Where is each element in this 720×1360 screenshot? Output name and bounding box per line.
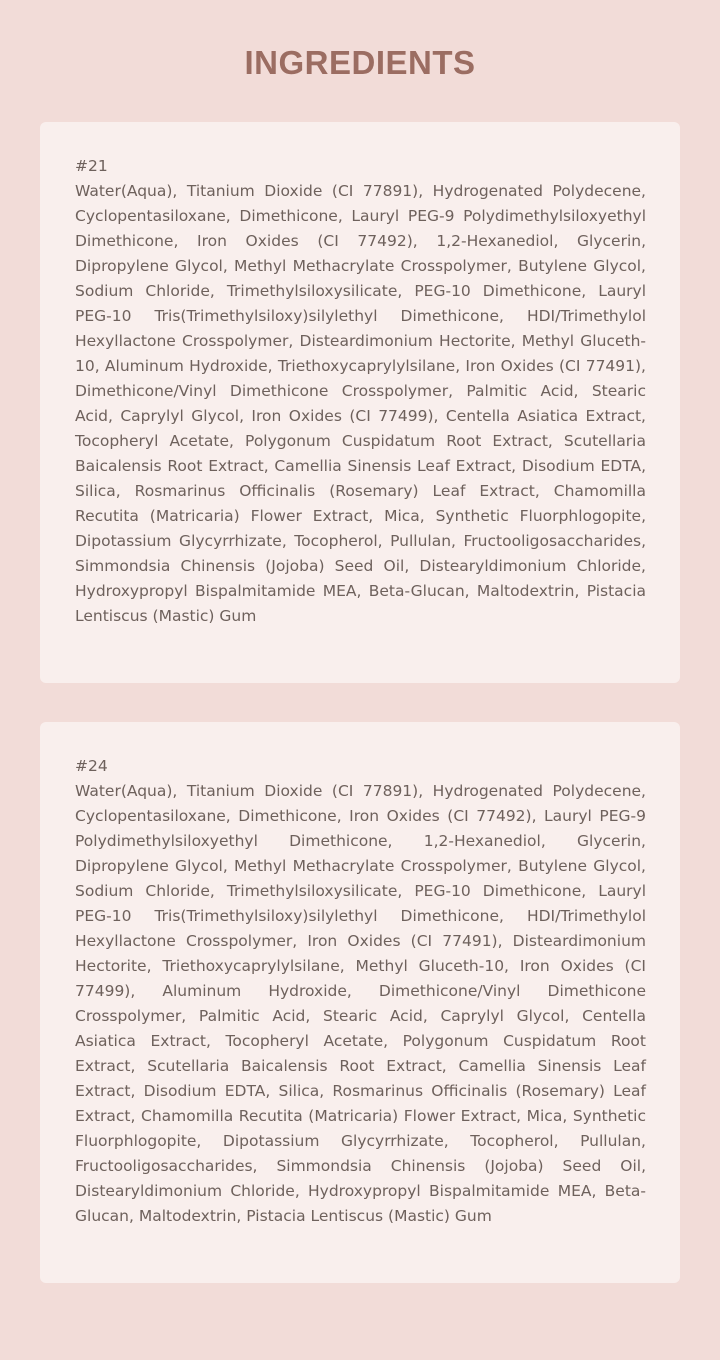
ingredient-card-24: [40, 722, 680, 1283]
ingredient-list: Water(Aqua), Titanium Dioxide (CI 77891), Hydrogenated Polydecene, Cyclopentasiloxane, Dimethicone, Iron Oxides (CI 77492), Lauryl PEG-9 Polydimethylsiloxyethyl Dimethicone, 1,2-Hexanediol, Glycerin, Dipropylene Glycol, Methyl Methacrylate Crosspolymer, Butylene Glycol, Sodium Chloride, Trimethylsiloxysilicate, PEG-10 Dimethicone, Lauryl PEG-10 Tris(Trimethylsiloxy)silylethyl Dimethicone, HDI/Trimethylol Hexyllactone Crosspolymer, Iron Oxides (CI 77491), Disteardimonium Hectorite, Triethoxycaprylylsilane, Methyl Gluceth-10, Iron Oxides (CI 77499), Aluminum Hydroxide, Dimethicone/Vinyl Dimethicone Crosspolymer, Palmitic Acid, Stearic Acid, Caprylyl Glycol, Centella Asiatica Extract, Tocopheryl Acetate, Polygonum Cuspidatum Root Extract, Scutellaria Baicalensis Root Extract, Camellia Sinensis Leaf Extract, Disodium EDTA, Silica, Rosmarinus Officinalis (Rosemary) Leaf Extract, Chamomilla Recutita (Matricaria) Flower Extract, Mica, Synthetic Fluorphlogopite, Dipotassium Glycyrrhizate, Tocopherol, Pullulan, Fructooligosaccharides, Simmondsia Chinensis (Jojoba) Seed Oil, Distearyldimonium Chloride, Hydroxypropyl Bispalmitamide MEA, Beta-Glucan, Maltodextrin, Pistacia Lentiscus (Mastic) Gum: [75, 782, 646, 1225]
page-title: INGREDIENTS: [244, 44, 476, 81]
ingredient-card-21: [40, 122, 680, 683]
ingredient-list: Water(Aqua), Titanium Dioxide (CI 77891), Hydrogenated Polydecene, Cyclopentasiloxane, Dimethicone, Lauryl PEG-9 Polydimethylsiloxyethyl Dimethicone, Iron Oxides (CI 77492), 1,2-Hexanediol, Glycerin, Dipropylene Glycol, Methyl Methacrylate Crosspolymer, Butylene Glycol, Sodium Chloride, Trimethylsiloxysilicate, PEG-10 Dimethicone, Lauryl PEG-10 Tris(Trimethylsiloxy)silylethyl Dimethicone, HDI/Trimethylol Hexyllactone Crosspolymer, Disteardimonium Hectorite, Methyl Gluceth-10, Aluminum Hydroxide, Triethoxycaprylylsilane, Iron Oxides (CI 77491), Dimethicone/Vinyl Dimethicone Crosspolymer, Palmitic Acid, Stearic Acid, Caprylyl Glycol, Iron Oxides (CI 77499), Centella Asiatica Extract, Tocopheryl Acetate, Polygonum Cuspidatum Root Extract, Scutellaria Baicalensis Root Extract, Camellia Sinensis Leaf Extract, Disodium EDTA, Silica, Rosmarinus Officinalis (Rosemary) Leaf Extract, Chamomilla Recutita (Matricaria) Flower Extract, Mica, Synthetic Fluorphlogopite, Dipotassium Glycyrrhizate, Tocopherol, Pullulan, Fructooligosaccharides, Simmondsia Chinensis (Jojoba) Seed Oil, Distearyldimonium Chloride, Hydroxypropyl Bispalmitamide MEA, Beta-Glucan, Maltodextrin, Pistacia Lentiscus (Mastic) Gum: [75, 182, 646, 625]
shade-label: #24: [75, 757, 108, 775]
shade-label: #21: [75, 157, 108, 175]
